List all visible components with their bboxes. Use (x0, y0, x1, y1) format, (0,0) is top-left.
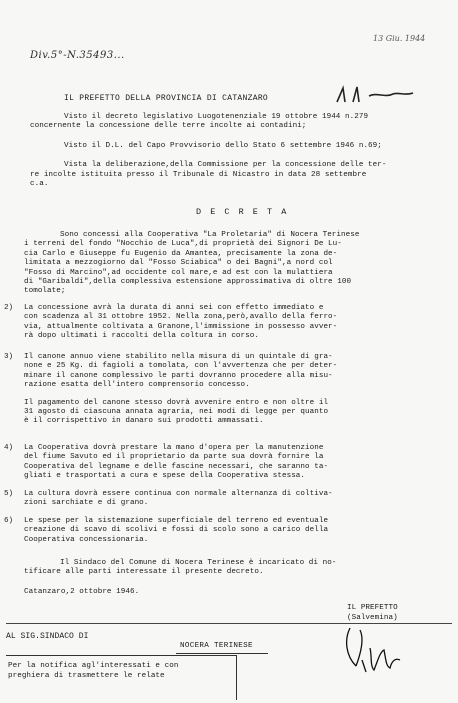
item-line: razione esatta dell'intero comprensorio concesso. (24, 381, 250, 390)
item-line (24, 391, 337, 399)
decreta-title: D E C R E T A (196, 207, 289, 217)
visto-line: Visto il D.L. del Capo Provvisorio dello Stato 6 settembre 1946 n.69; (64, 141, 382, 150)
item-line: del fiume Savuto ed il proprietario da parte sua dovrà fornire la (24, 453, 324, 462)
intro-line: limitata a mezzogiorno dal "Fosso Sciabica" o dei Bagni",a nord col (24, 259, 333, 268)
visto-line: re incolte istituita presso il Tribunale di Nicastro in data 28 settembre (30, 170, 367, 179)
prefect-header: IL PREFETTO DELLA PROVINCIA DI CATANZARO (64, 94, 269, 103)
closing-line: tificare alle parti interessate il presente decreto. (24, 568, 264, 577)
intro-line: Sono concessi alla Cooperativa "La Proletaria" di Nocera Terinese (60, 231, 360, 239)
item-line: rà dopo ultimati i raccolti della coltura in corso. (24, 332, 259, 341)
item-3 (24, 353, 337, 427)
visto-line: concernente la concessione delle terre incolte ai contadini; (30, 122, 307, 131)
notification-line: preghiera di trasmettere le relate (8, 672, 165, 680)
item-number: 4) (4, 444, 14, 452)
date-line: Catanzaro,2 ottobre 1946. (24, 588, 140, 596)
item-line: gliati e trasportati a cura e spese della Cooperativa stessa. (24, 472, 306, 481)
item-number: 3) (4, 353, 14, 361)
intro-line: cia Carlo e Giuseppe fu Eugenio da Amantea, precisamente la zona de- (24, 249, 338, 258)
item-line: La concessione avrà la durata di anni sei con effetto immediato e (24, 304, 324, 312)
closing-line: Il Sindaco del Comune di Nocera Terinese è incaricato di no- (60, 559, 337, 567)
intro-line: di "Garibaldi",della complessiva estensione approssimativa di oltre 100 (24, 278, 352, 287)
intro-line: tomolate; (24, 287, 66, 296)
notification-line: Per la notifica agl'interessati e con (8, 662, 179, 670)
item-4 (24, 444, 328, 482)
item-line: 31 agosto di ciascuna annata agraria, nei modi di legge per quanto (24, 408, 329, 417)
item-line: Il canone annuo viene stabilito nella misura di un quintale di gra- (24, 353, 333, 361)
item-line: none e 25 Kg. di fagioli a tomolata, con l'avvertenza che per deter- (24, 362, 338, 371)
item-line: via, attualmente coltivata a Granone,l'immissione in possesso avver- (24, 322, 338, 331)
item-line: creazione di scavo di scolivi e fossi di scolo sono a carico della (24, 526, 329, 535)
divider (6, 623, 452, 624)
visto-line: Visto il decreto legislativo Luogotenenziale 19 ottobre 1944 n.279 (64, 113, 369, 121)
handwritten-signature (340, 620, 410, 680)
item-line: La Cooperativa dovrà prestare la mano d'opera per la manutenzione (24, 444, 324, 452)
item-number: 5) (4, 490, 14, 498)
item-line: Il pagamento del canone stesso dovrà avvenire entro e non oltre il (24, 398, 329, 407)
notification-box (6, 655, 237, 700)
item-line: Cooperativa concessionaria. (24, 535, 149, 544)
item-number: 2) (4, 304, 14, 312)
intro-line: i terreni del fondo "Nocchio de Luca",di proprietà dei Signori De Lu- (24, 240, 342, 249)
handwritten-scribble-mark (333, 84, 423, 106)
item-line: zioni sarchiate e di grano. (24, 499, 149, 508)
handwritten-reference: Div.5°-N.35493... (30, 50, 125, 61)
item-line: minare il canone complessivo le parti dovranno procedere alla misu- (24, 371, 333, 380)
visto-section (30, 113, 387, 189)
item-line: La cultura dovrà essere continua con normale alternanza di coltiva- (24, 490, 333, 498)
corner-note: 13 Giu. 1944 (373, 34, 426, 43)
item-number: 6) (4, 517, 14, 525)
visto-line: Vista la deliberazione,della Commissione per la concessione delle ter- (64, 161, 387, 170)
signature-name: (Salvemina) (347, 614, 398, 622)
item-line: Le spese per la sistemazione superficiale del terreno ed eventuale (24, 517, 329, 525)
item-6 (24, 517, 328, 545)
addressee-to: AL SIG.SINDACO DI (6, 632, 89, 641)
addressee-place: NOCERA TERINESE (180, 642, 253, 650)
item-2 (24, 304, 337, 342)
intro-section (24, 231, 359, 297)
visto-line: c.a. (30, 180, 49, 189)
closing-section (24, 559, 336, 578)
item-5 (24, 490, 333, 509)
item-line: Cooperativa del legname e delle fascine necessari, che saranno ta- (24, 462, 329, 471)
intro-line: "Fosso di Marcino",ad occidente col mare,e ad est con la mulattiera (24, 268, 333, 277)
addressee-underline (176, 653, 268, 654)
item-line: è il corrispettivo in danaro sui prodotti ammassati. (24, 417, 264, 426)
item-line: con scadenza al 31 ottobre 1952. Nella zona,però,avallo della ferro- (24, 313, 338, 322)
signature-title: IL PREFETTO (347, 604, 398, 612)
